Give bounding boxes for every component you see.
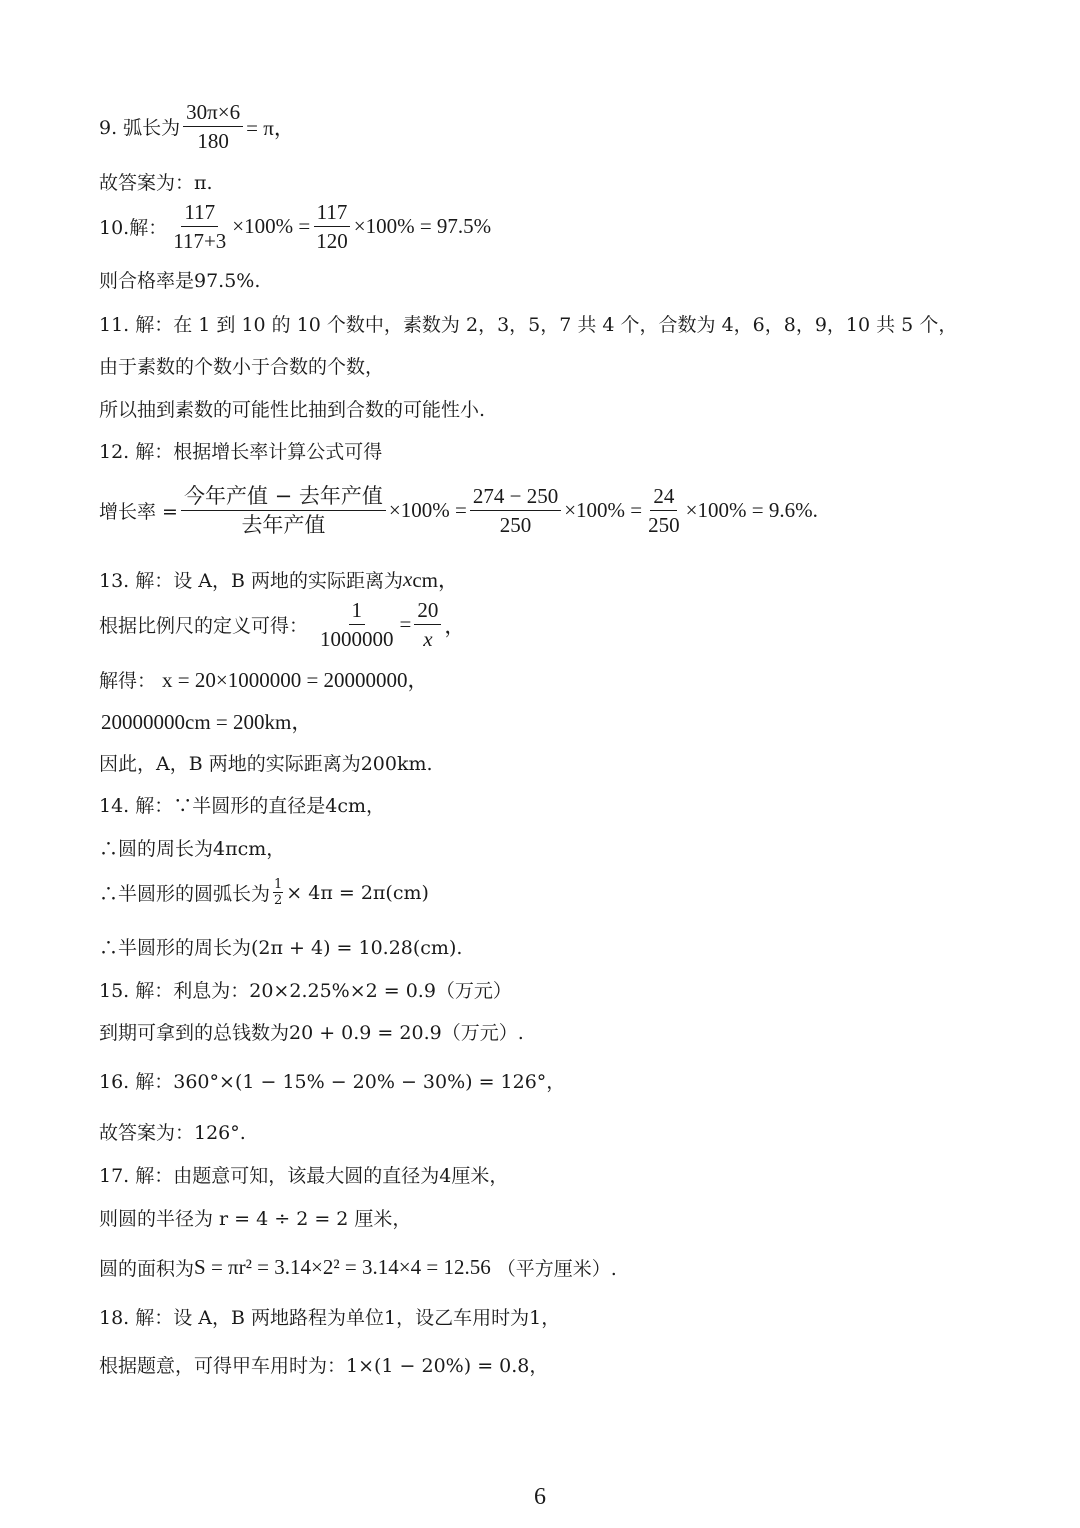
q12-prefix: 增长率 = bbox=[99, 501, 178, 524]
q14-line-4: ∴半圆形的周长为(2π + 4) = 10.28(cm). bbox=[99, 937, 463, 959]
q12-rhs: ×100% = 9.6%. bbox=[685, 498, 818, 523]
q10-fraction-1 bbox=[170, 200, 229, 253]
q12-mid-2: ×100% = bbox=[564, 498, 643, 523]
q13-line-4: 20000000cm = 200km， bbox=[101, 710, 313, 734]
q10-f2-numerator: 117 bbox=[314, 200, 351, 227]
q14-half-numerator: 1 bbox=[274, 877, 283, 892]
q11-line-3: 所以抽到素数的可能性比抽到合数的可能性小. bbox=[99, 399, 486, 421]
q17-line-2: 则圆的半径为 r = 4 ÷ 2 = 2 厘米， bbox=[99, 1208, 412, 1230]
q9-prefix: 9. 弧长为 bbox=[99, 117, 181, 140]
q12-mid-1: ×100% = bbox=[388, 498, 467, 523]
q10-prefix: 10.解： bbox=[99, 217, 168, 240]
q12-formula bbox=[99, 484, 818, 537]
q10-fraction-2 bbox=[313, 200, 351, 253]
q15-line-2: 到期可拿到的总钱数为20 + 0.9 = 20.9（万元）. bbox=[99, 1022, 524, 1044]
q13-line-5: 因此，A，B 两地的实际距离为200km. bbox=[99, 753, 433, 775]
q9-fraction bbox=[183, 100, 243, 153]
q13-var-x: x bbox=[403, 566, 413, 591]
q11-line-2: 由于素数的个数小于合数的个数， bbox=[99, 356, 385, 378]
q17-line3-prefix: 圆的面积为 bbox=[99, 1258, 195, 1280]
q9-rhs: = π， bbox=[246, 115, 295, 140]
q12-fraction-2 bbox=[470, 484, 561, 537]
q14-half-fraction bbox=[273, 878, 283, 907]
q14-line-2: ∴圆的周长为4πcm， bbox=[99, 838, 286, 860]
q13-f2-numerator: 20 bbox=[414, 598, 441, 625]
q15-line-1: 15. 解：利息为：20×2.25%×2 = 0.9（万元） bbox=[99, 980, 512, 1002]
q13-line-2 bbox=[99, 598, 465, 651]
q13-line1-b: cm， bbox=[412, 568, 460, 592]
q12-f2-denominator: 250 bbox=[499, 513, 532, 538]
q14-half-denominator: 2 bbox=[274, 893, 283, 908]
q9-answer: 故答案为：π. bbox=[99, 172, 213, 194]
q12-f1-denominator: 去年产值 bbox=[241, 513, 326, 538]
q10-f2-denominator: 120 bbox=[316, 229, 348, 254]
q12-f3-denominator: 250 bbox=[648, 513, 680, 538]
q18-line-1: 18. 解：设 A，B 两地路程为单位1，设乙车用时为1， bbox=[99, 1307, 561, 1329]
q13-eq: = bbox=[399, 612, 412, 637]
q13-line2-prefix: 根据比例尺的定义可得： bbox=[99, 615, 309, 638]
q13-fraction-2 bbox=[414, 598, 441, 651]
q18-line-2: 根据题意，可得甲车用时为：1×(1 − 20%) = 0.8， bbox=[99, 1355, 549, 1377]
q11-line-1: 11. 解：在 1 到 10 的 10 个数中，素数为 2，3，5，7 共 4 个，合数为 4，6，8，9，10 共 5 个， bbox=[99, 314, 958, 336]
q13-line3-prefix: 解得： bbox=[99, 669, 157, 692]
q17-line3-suffix: （平方厘米）. bbox=[496, 1258, 617, 1280]
q17-line-3 bbox=[99, 1254, 617, 1281]
q14-line-1: 14. 解：∵半圆形的直径是4cm， bbox=[99, 795, 386, 817]
q13-line2-end: ， bbox=[444, 613, 466, 638]
q13-f1-numerator: 1 bbox=[349, 598, 366, 625]
q13-fraction-1 bbox=[317, 598, 397, 651]
q13-f2-denominator: x bbox=[423, 627, 433, 652]
page-number: 6 bbox=[534, 1484, 546, 1510]
q10-line bbox=[99, 200, 491, 253]
q12-line-1: 12. 解：根据增长率计算公式可得 bbox=[99, 441, 383, 463]
q12-f3-numerator: 24 bbox=[650, 484, 677, 511]
q13-line3-math: x = 20×1000000 = 20000000， bbox=[162, 668, 429, 692]
q17-line-1: 17. 解：由题意可知，该最大圆的直径为4厘米， bbox=[99, 1165, 509, 1187]
q13-line-3 bbox=[99, 664, 429, 694]
q10-mid: ×100% = bbox=[232, 214, 311, 239]
q13-f1-denominator: 1000000 bbox=[320, 627, 394, 652]
q16-line-1: 16. 解：360°×(1 − 15% − 20% − 30%) = 126°， bbox=[99, 1071, 566, 1093]
q10-f1-numerator: 117 bbox=[181, 200, 218, 227]
q10-f1-denominator: 117+3 bbox=[173, 229, 227, 254]
q14-line3-prefix: ∴半圆形的圆弧长为 bbox=[99, 883, 271, 905]
q12-fraction-1 bbox=[181, 484, 386, 537]
q12-f2-numerator: 274 − 250 bbox=[470, 484, 561, 511]
q14-line3-rhs: × 4π = 2π(cm) bbox=[286, 881, 429, 904]
q12-fraction-3 bbox=[645, 484, 683, 537]
q14-line-3 bbox=[99, 878, 429, 907]
q9-denominator: 180 bbox=[197, 129, 229, 154]
q13-line-1 bbox=[99, 564, 459, 594]
q10-rhs: ×100% = 97.5% bbox=[353, 214, 492, 239]
q13-line1-a: 13. 解：设 A，B 两地的实际距离为 bbox=[99, 569, 404, 592]
q9-line bbox=[99, 100, 295, 153]
q17-line3-math: S = πr² = 3.14×2² = 3.14×4 = 12.56 bbox=[194, 1255, 491, 1279]
q12-f1-numerator: 今年产值 − 去年产值 bbox=[181, 484, 386, 511]
q10-conclusion: 则合格率是97.5%. bbox=[99, 270, 261, 292]
q9-numerator: 30π×6 bbox=[183, 100, 243, 127]
q16-line-2: 故答案为：126°. bbox=[99, 1122, 246, 1144]
